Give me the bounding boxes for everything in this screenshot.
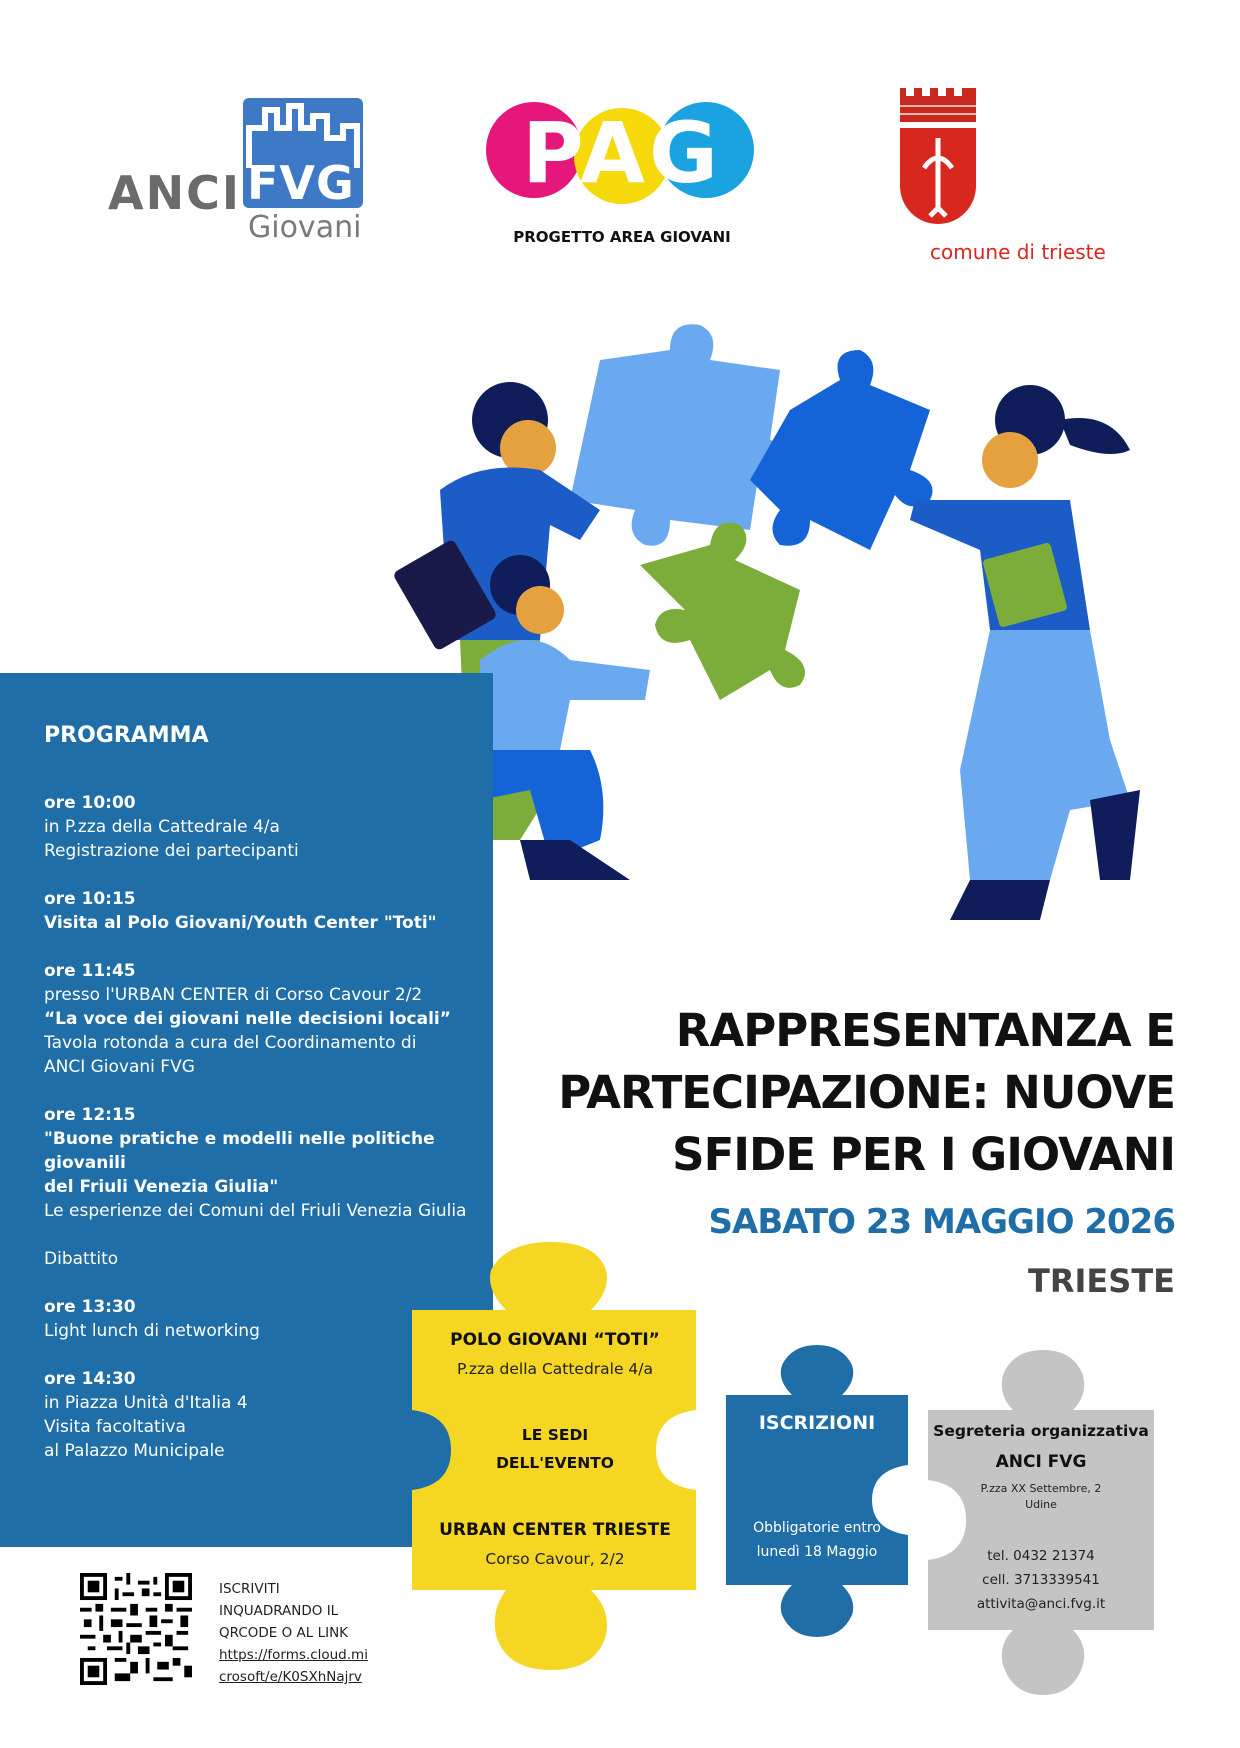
registration-line1: Obbligatorie entro bbox=[753, 1520, 881, 1536]
polo-title: POLO GIOVANI “TOTI” bbox=[450, 1330, 660, 1350]
urban-title: URBAN CENTER TRIESTE bbox=[439, 1520, 671, 1540]
program-item bbox=[44, 1103, 484, 1223]
event-date: SABATO 23 MAGGIO 2026 bbox=[708, 1202, 1175, 1242]
puzzle-piece-lightblue-icon bbox=[570, 324, 793, 545]
program-line: presso l'URBAN CENTER di Corso Cavour 2/2 bbox=[44, 985, 423, 1005]
urban-address: Corso Cavour, 2/2 bbox=[485, 1550, 625, 1568]
pag-letters: PAG bbox=[522, 104, 722, 202]
program-item bbox=[44, 959, 484, 1079]
puzzle-people-illustration bbox=[370, 320, 1200, 960]
venues-label-line2: DELL'EVENTO bbox=[496, 1454, 614, 1472]
qr-text-line: INQUADRANDO IL bbox=[219, 1603, 339, 1619]
program-time: ore 13:30 bbox=[44, 1297, 136, 1317]
anci-building-icon bbox=[243, 98, 363, 208]
program-line: Le esperienze dei Comuni del Friuli Venezia Giulia bbox=[44, 1201, 467, 1221]
trieste-crest-logo bbox=[900, 88, 1130, 268]
secretariat-tel: tel. 0432 21374 bbox=[987, 1548, 1095, 1564]
pag-logo bbox=[482, 100, 762, 250]
pag-subtitle: PROGETTO AREA GIOVANI bbox=[513, 228, 731, 246]
crest-tower-icon bbox=[900, 88, 976, 122]
polo-address: P.zza della Cattedrale 4/a bbox=[456, 1360, 654, 1378]
program-title: PROGRAMMA bbox=[44, 723, 209, 748]
program-time: ore 10:00 bbox=[44, 793, 136, 813]
program-line: Dibattito bbox=[44, 1249, 119, 1269]
anci-fvg-text: FVG bbox=[247, 156, 355, 208]
program-line: ANCI Giovani FVG bbox=[44, 1057, 195, 1077]
program-line: in P.zza della Cattedrale 4/a bbox=[44, 817, 280, 837]
program-line: Tavola rotonda a cura del Coordinamento di bbox=[44, 1033, 417, 1053]
registration-puzzle-piece-icon bbox=[722, 1345, 912, 1645]
secretariat-org: ANCI FVG bbox=[995, 1452, 1087, 1472]
anci-text: ANCI bbox=[108, 166, 241, 220]
secretariat-email: attivita@anci.fvg.it bbox=[976, 1596, 1106, 1612]
program-time: ore 10:15 bbox=[44, 889, 136, 909]
program-line: “La voce dei giovani nelle decisioni locali” bbox=[44, 1009, 451, 1029]
program-time: ore 14:30 bbox=[44, 1369, 136, 1389]
secretariat-address2: Udine bbox=[1025, 1498, 1057, 1511]
program-line: in Piazza Unità d'Italia 4 bbox=[44, 1393, 248, 1413]
registration-link[interactable]: https://forms.cloud.mi bbox=[219, 1647, 368, 1663]
program-line: Registrazione dei partecipanti bbox=[44, 841, 299, 861]
program-item bbox=[44, 791, 484, 863]
anci-giovani-text: Giovani bbox=[248, 210, 362, 245]
venues-label-line1: LE SEDI bbox=[521, 1426, 589, 1444]
comune-di-trieste-text: comune di trieste bbox=[930, 240, 1106, 264]
program-line: "Buone pratiche e modelli nelle politiche giovanili bbox=[44, 1129, 435, 1173]
event-title-line: RAPPRESENTANZA E bbox=[675, 1004, 1175, 1057]
program-time: ore 12:15 bbox=[44, 1105, 136, 1125]
program-time: ore 11:45 bbox=[44, 961, 136, 981]
qr-instructions bbox=[219, 1578, 379, 1688]
qr-text-line: QRCODE O AL LINK bbox=[219, 1625, 349, 1641]
registration-qr-code[interactable] bbox=[80, 1573, 192, 1685]
registration-title: ISCRIZIONI bbox=[758, 1412, 876, 1434]
program-line: Visita facoltativa bbox=[44, 1417, 186, 1437]
qr-text-line: ISCRIVITI bbox=[219, 1581, 280, 1597]
event-title-line: SFIDE PER I GIOVANI bbox=[672, 1128, 1175, 1181]
program-line: Light lunch di networking bbox=[44, 1321, 260, 1341]
anci-fvg-logo bbox=[108, 98, 368, 248]
program-line: del Friuli Venezia Giulia" bbox=[44, 1177, 279, 1197]
registration-line2: lunedì 18 Maggio bbox=[756, 1544, 878, 1560]
secretariat-cell: cell. 3713339541 bbox=[982, 1572, 1100, 1588]
secretariat-address1: P.zza XX Settembre, 2 bbox=[980, 1482, 1102, 1495]
program-item bbox=[44, 887, 484, 935]
event-title bbox=[475, 1000, 1175, 1186]
puzzle-piece-green-icon bbox=[640, 523, 805, 701]
registration-link[interactable]: crosoft/e/K0SXhNajrv bbox=[219, 1669, 362, 1685]
program-line: Visita al Polo Giovani/Youth Center "Toti" bbox=[44, 913, 437, 933]
event-title-line: PARTECIPAZIONE: NUOVE bbox=[558, 1066, 1175, 1119]
crest-shield-icon bbox=[900, 128, 976, 224]
program-line: al Palazzo Municipale bbox=[44, 1441, 225, 1461]
event-city: TRIESTE bbox=[1028, 1262, 1175, 1300]
secretariat-puzzle-piece-icon bbox=[928, 1350, 1158, 1700]
secretariat-title: Segreteria organizzativa bbox=[933, 1422, 1149, 1440]
